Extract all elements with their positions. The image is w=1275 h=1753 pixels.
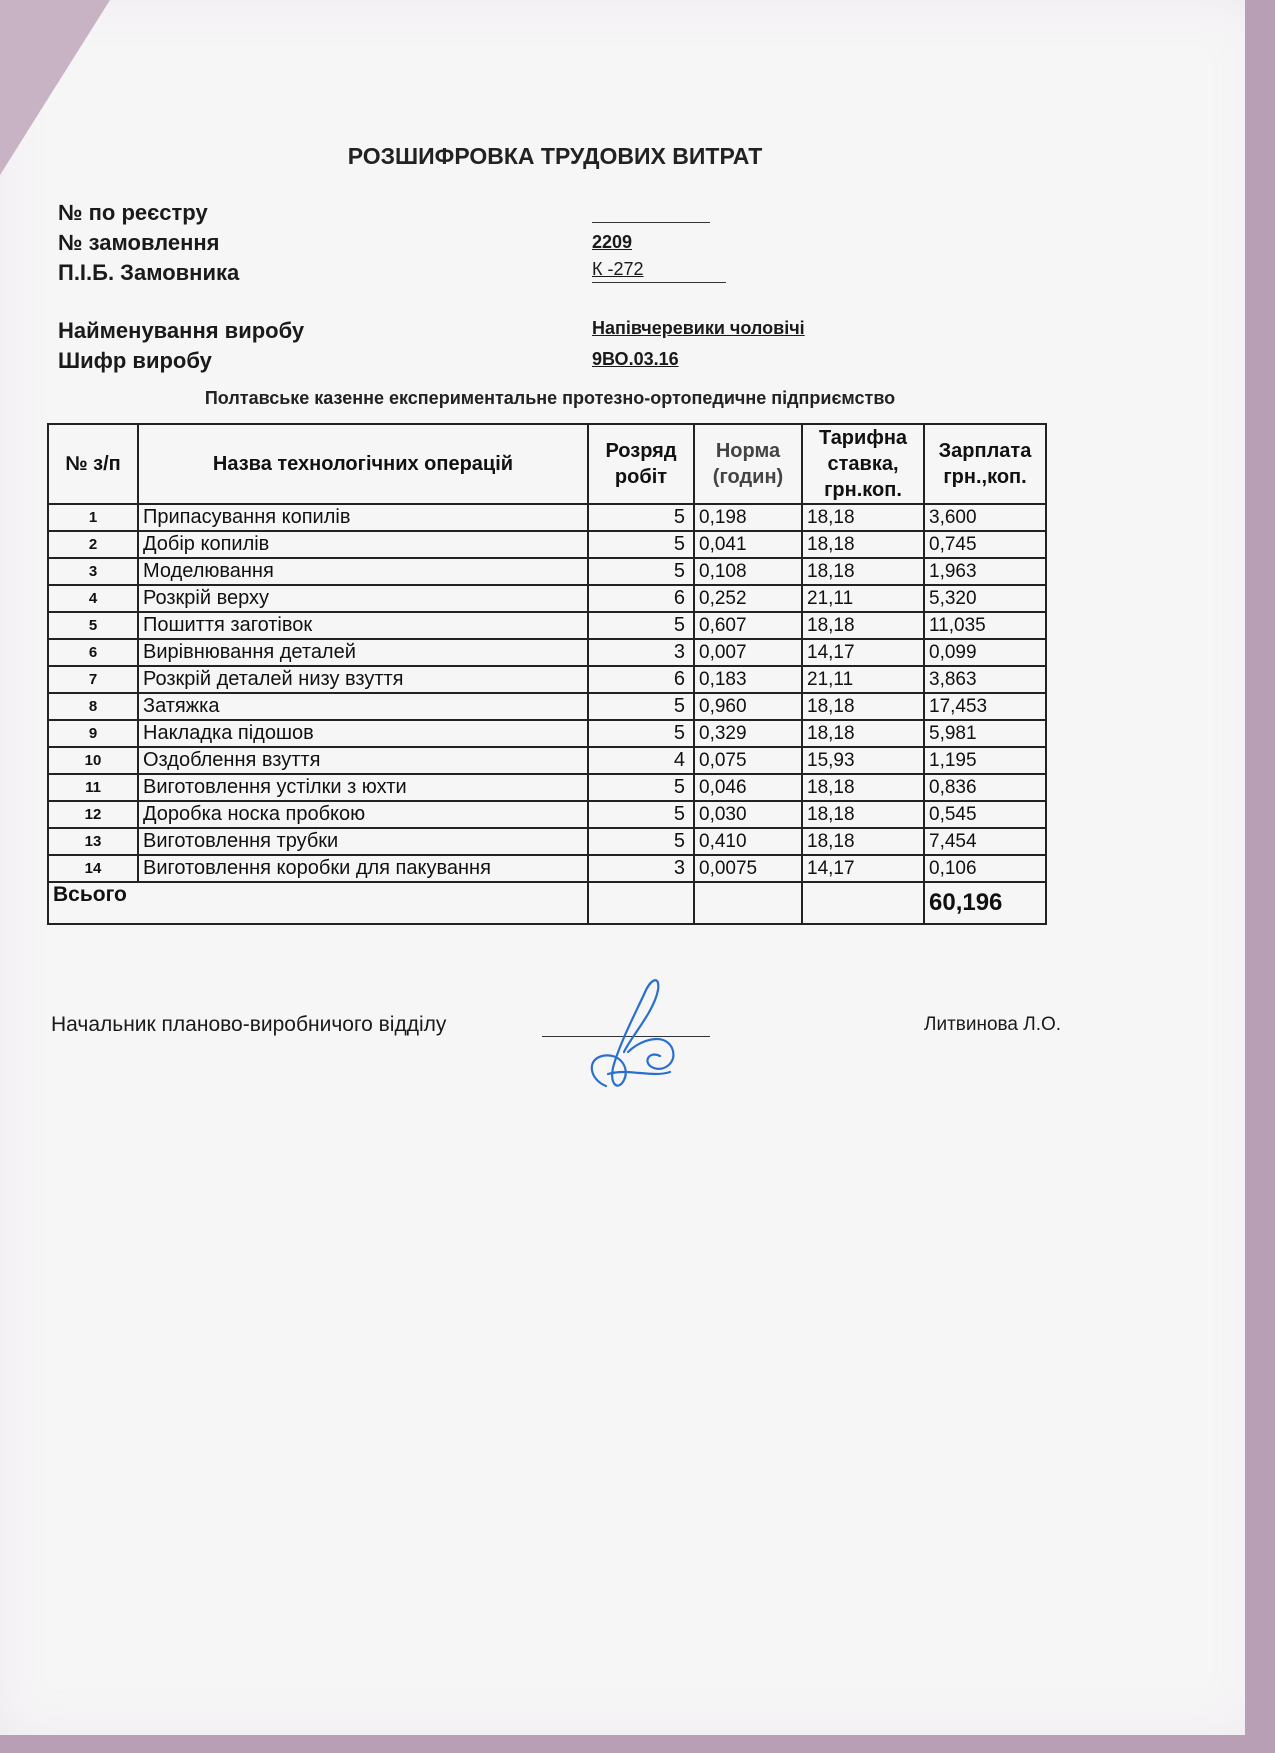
cell-salary: 11,035 <box>924 612 1046 639</box>
cell-row-number: 8 <box>48 693 138 720</box>
cell-norm-hours: 0,007 <box>694 639 802 666</box>
table-row <box>48 693 1046 720</box>
cell-tariff-rate: 21,11 <box>802 666 924 693</box>
cell-tariff-rate: 18,18 <box>802 693 924 720</box>
cell-operation-name: Виготовлення коробки для пакування <box>138 855 588 882</box>
cell-grade: 5 <box>588 774 694 801</box>
cell-norm-hours: 0,0075 <box>694 855 802 882</box>
cell-norm-hours: 0,041 <box>694 531 802 558</box>
cell-row-number: 4 <box>48 585 138 612</box>
header-norm: Норма (годин) <box>694 424 802 504</box>
cell-grade: 5 <box>588 612 694 639</box>
table-row <box>48 747 1046 774</box>
cell-row-number: 6 <box>48 639 138 666</box>
table-header-row <box>48 424 1046 504</box>
cell-operation-name: Доробка носка пробкою <box>138 801 588 828</box>
cell-grade: 5 <box>588 504 694 531</box>
cell-grade: 5 <box>588 828 694 855</box>
cell-tariff-rate: 18,18 <box>802 531 924 558</box>
cell-salary: 17,453 <box>924 693 1046 720</box>
table-row <box>48 531 1046 558</box>
cell-salary: 0,836 <box>924 774 1046 801</box>
cell-grade: 3 <box>588 639 694 666</box>
product-code-value: 9ВО.03.16 <box>592 349 679 369</box>
cell-norm-hours: 0,183 <box>694 666 802 693</box>
cell-tariff-rate: 18,18 <box>802 558 924 585</box>
order-value: 2209 <box>592 232 633 252</box>
folded-corner <box>0 0 110 175</box>
table-row <box>48 855 1046 882</box>
header-rate: Тарифна ставка, грн.коп. <box>802 424 924 504</box>
cell-tariff-rate: 18,18 <box>802 612 924 639</box>
customer-value: К -272 <box>592 259 644 279</box>
cell-salary: 5,320 <box>924 585 1046 612</box>
customer-label: П.І.Б. Замовника <box>58 260 240 285</box>
table-row <box>48 504 1046 531</box>
cell-grade: 6 <box>588 666 694 693</box>
cell-salary: 0,099 <box>924 639 1046 666</box>
cell-row-number: 14 <box>48 855 138 882</box>
operations-table <box>47 423 1047 925</box>
cell-norm-hours: 0,046 <box>694 774 802 801</box>
cell-salary: 0,745 <box>924 531 1046 558</box>
cell-tariff-rate: 21,11 <box>802 585 924 612</box>
cell-salary: 0,545 <box>924 801 1046 828</box>
table-row <box>48 828 1046 855</box>
total-empty-cell <box>694 882 802 924</box>
cell-row-number: 11 <box>48 774 138 801</box>
cell-row-number: 3 <box>48 558 138 585</box>
cell-row-number: 1 <box>48 504 138 531</box>
scan-edge-right <box>1245 0 1275 1753</box>
cell-operation-name: Розкрій деталей низу взуття <box>138 666 588 693</box>
cell-norm-hours: 0,108 <box>694 558 802 585</box>
cell-tariff-rate: 15,93 <box>802 747 924 774</box>
cell-tariff-rate: 14,17 <box>802 639 924 666</box>
cell-operation-name: Вирівнювання деталей <box>138 639 588 666</box>
header-operation-name: Назва технологічних операцій <box>138 424 588 504</box>
cell-operation-name: Затяжка <box>138 693 588 720</box>
cell-grade: 4 <box>588 747 694 774</box>
cell-grade: 6 <box>588 585 694 612</box>
cell-norm-hours: 0,410 <box>694 828 802 855</box>
cell-row-number: 10 <box>48 747 138 774</box>
cell-norm-hours: 0,960 <box>694 693 802 720</box>
cell-row-number: 12 <box>48 801 138 828</box>
cell-grade: 5 <box>588 693 694 720</box>
total-empty-cell <box>588 882 694 924</box>
cell-row-number: 9 <box>48 720 138 747</box>
cell-salary: 1,195 <box>924 747 1046 774</box>
total-label: Всього <box>48 882 588 924</box>
cell-norm-hours: 0,075 <box>694 747 802 774</box>
cell-tariff-rate: 18,18 <box>802 828 924 855</box>
handwritten-signature <box>568 968 688 1108</box>
cell-operation-name: Пошиття заготівок <box>138 612 588 639</box>
product-name-value: Напівчеревики чоловічі <box>592 318 805 338</box>
signatory-name: Литвинова Л.О. <box>924 1014 1062 1035</box>
table-row <box>48 666 1046 693</box>
table-row <box>48 720 1046 747</box>
table-row <box>48 801 1046 828</box>
cell-operation-name: Моделювання <box>138 558 588 585</box>
product-name-label: Найменування виробу <box>58 318 305 343</box>
cell-operation-name: Накладка підошов <box>138 720 588 747</box>
scan-edge-bottom <box>0 1735 1275 1753</box>
position-label: Начальник планово-виробничого відділу <box>51 1013 447 1036</box>
header-num: № з/п <box>48 424 138 504</box>
cell-tariff-rate: 18,18 <box>802 720 924 747</box>
cell-norm-hours: 0,198 <box>694 504 802 531</box>
customer-blank-line <box>592 282 726 283</box>
product-code-label: Шифр виробу <box>58 348 212 373</box>
cell-operation-name: Оздоблення взуття <box>138 747 588 774</box>
table-row <box>48 774 1046 801</box>
registry-blank-line <box>592 222 710 223</box>
table-row <box>48 585 1046 612</box>
cell-row-number: 13 <box>48 828 138 855</box>
cell-salary: 5,981 <box>924 720 1046 747</box>
cell-grade: 5 <box>588 558 694 585</box>
cell-salary: 3,600 <box>924 504 1046 531</box>
cell-row-number: 7 <box>48 666 138 693</box>
cell-operation-name: Розкрій верху <box>138 585 588 612</box>
cell-operation-name: Припасування копилів <box>138 504 588 531</box>
cell-salary: 7,454 <box>924 828 1046 855</box>
cell-grade: 5 <box>588 720 694 747</box>
cell-operation-name: Виготовлення трубки <box>138 828 588 855</box>
cell-grade: 5 <box>588 531 694 558</box>
cell-norm-hours: 0,607 <box>694 612 802 639</box>
cell-operation-name: Виготовлення устілки з юхти <box>138 774 588 801</box>
cell-norm-hours: 0,329 <box>694 720 802 747</box>
cell-salary: 3,863 <box>924 666 1046 693</box>
cell-row-number: 5 <box>48 612 138 639</box>
cell-row-number: 2 <box>48 531 138 558</box>
cell-tariff-rate: 18,18 <box>802 801 924 828</box>
cell-salary: 1,963 <box>924 558 1046 585</box>
order-label: № замовлення <box>58 230 220 255</box>
cell-norm-hours: 0,252 <box>694 585 802 612</box>
table-row <box>48 639 1046 666</box>
enterprise-name: Полтавське казенне експериментальне протезно-ортопедичне підприємство <box>204 388 896 408</box>
registry-label: № по реєстру <box>58 200 208 225</box>
header-grade: Розряд робіт <box>588 424 694 504</box>
table-row <box>48 612 1046 639</box>
cell-grade: 3 <box>588 855 694 882</box>
cell-tariff-rate: 14,17 <box>802 855 924 882</box>
total-empty-cell <box>802 882 924 924</box>
cell-salary: 0,106 <box>924 855 1046 882</box>
header-salary: Зарплата грн.,коп. <box>924 424 1046 504</box>
cell-tariff-rate: 18,18 <box>802 504 924 531</box>
cell-norm-hours: 0,030 <box>694 801 802 828</box>
cell-tariff-rate: 18,18 <box>802 774 924 801</box>
cell-grade: 5 <box>588 801 694 828</box>
table-row <box>48 558 1046 585</box>
total-row <box>48 882 1046 924</box>
total-value: 60,196 <box>924 882 1046 924</box>
document-title: РОЗШИФРОВКА ТРУДОВИХ ВИТРАТ <box>347 143 763 169</box>
cell-operation-name: Добір копилів <box>138 531 588 558</box>
